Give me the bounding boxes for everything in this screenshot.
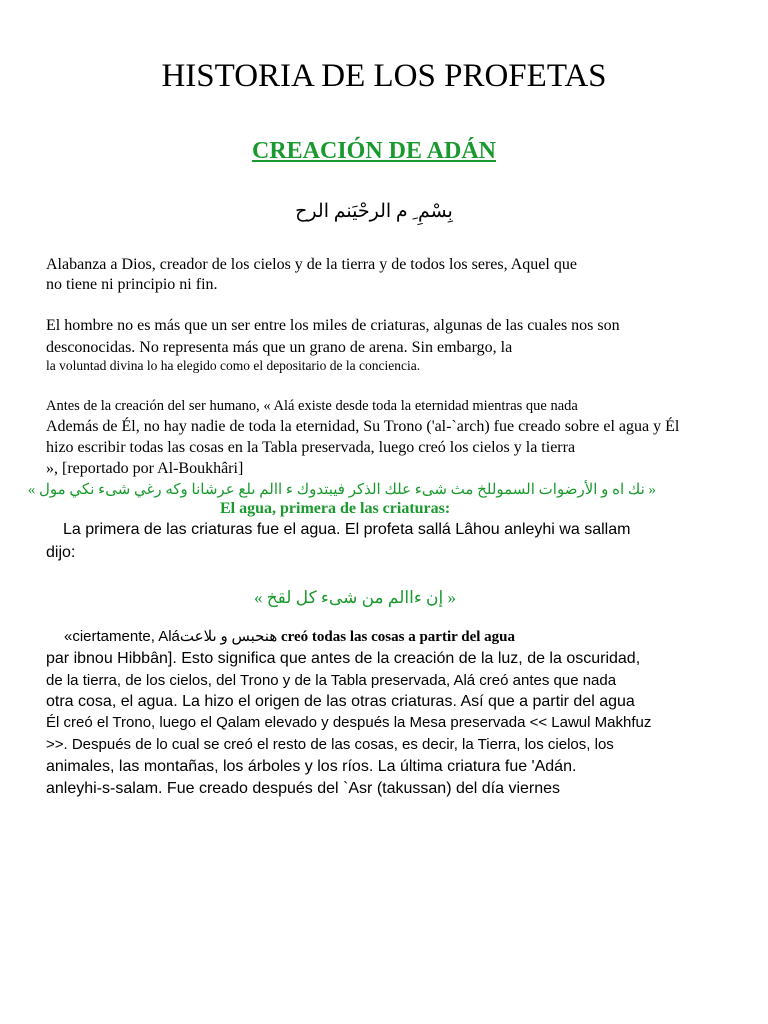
paragraph-5-line-1-arabic: هنحبس و ىلاعت (179, 629, 278, 645)
paragraph-5-line-4: otra cosa, el agua. La hizo el origen de las otras criaturas. Así que a partir del agua (46, 693, 635, 710)
paragraph-5-line-1 (64, 627, 515, 646)
paragraph-2-line-2: desconocidas. No representa más que un grano de arena. Sin embargo, la (46, 339, 513, 356)
paragraph-1-line-2: no tiene ni principio ni fin. (46, 276, 218, 293)
paragraph-3-arabic: « نك اه و الأرضوات السموللخ مث شىء علك الذكر فيبتدوك ء االم ىلع عرشانا وكه رغي شىء نكي مول » (27, 482, 656, 498)
paragraph-5-line-7: animales, las montañas, los árboles y los ríos. La última criatura fue 'Adán. (46, 758, 577, 775)
paragraph-5-line-8: anleyhi-s-salam. Fue creado después del `Asr (takussan) del día viernes (46, 780, 561, 797)
paragraph-2-line-1: El hombre no es más que un ser entre los miles de criaturas, algunas de las cuales nos son (46, 317, 620, 334)
paragraph-4-line-1: La primera de las criaturas fue el agua. El profeta sallá Lâhou anleyhi wa sallam (63, 521, 631, 538)
paragraph-3-line-4: », [reportado por Al-Boukhâri] (46, 460, 244, 477)
hadith-arabic: « إن ءاالم من شىء كل لقخ » (253, 588, 457, 607)
paragraph-5-line-5: Él creó el Trono, luego el Qalam elevado y después la Mesa preservada << Lawul Makhfuz (46, 714, 652, 731)
paragraph-5-line-1-bold: creó todas las cosas a partir del agua (277, 629, 516, 645)
page-title: HISTORIA DE LOS PROFETAS (161, 58, 607, 94)
paragraph-1-line-1: Alabanza a Dios, creador de los cielos y de la tierra y de todos los seres, Aquel que (46, 256, 577, 273)
paragraph-4-line-2: dijo: (46, 544, 76, 561)
paragraph-5-line-3: de la tierra, de los cielos, del Trono y de la Tabla preservada, Alá creó antes que nada (46, 672, 617, 689)
paragraph-2-line-3: la voluntad divina lo ha elegido como el depositario de la conciencia. (46, 358, 421, 373)
paragraph-3-line-1: Antes de la creación del ser humano, « Alá existe desde toda la eternidad mientras que nada (46, 398, 578, 414)
section-heading-water: El agua, primera de las criaturas: (220, 500, 451, 517)
paragraph-5-line-6: >>. Después de lo cual se creó el resto de las cosas, es decir, la Tierra, los cielos, los (46, 736, 614, 753)
paragraph-5-line-2: par ibnou Hibbân]. Esto significa que antes de la creación de la luz, de la oscuridad, (46, 650, 641, 667)
paragraph-3-line-3: hizo escribir todas las cosas en la Tabla preservada, luego creó los cielos y la tierra (46, 439, 576, 456)
paragraph-5-line-1-intro: «ciertamente, Alá (64, 628, 180, 645)
bismillah-arabic: بِسْمِ ِ م الرحْيَنم الرح (295, 201, 453, 222)
paragraph-3-line-2: Además de Él, no hay nadie de toda la eternidad, Su Trono ('al-`arch) fue creado sobre el agua y Él (46, 418, 680, 435)
chapter-subtitle: CREACIÓN DE ADÁN (251, 138, 497, 164)
